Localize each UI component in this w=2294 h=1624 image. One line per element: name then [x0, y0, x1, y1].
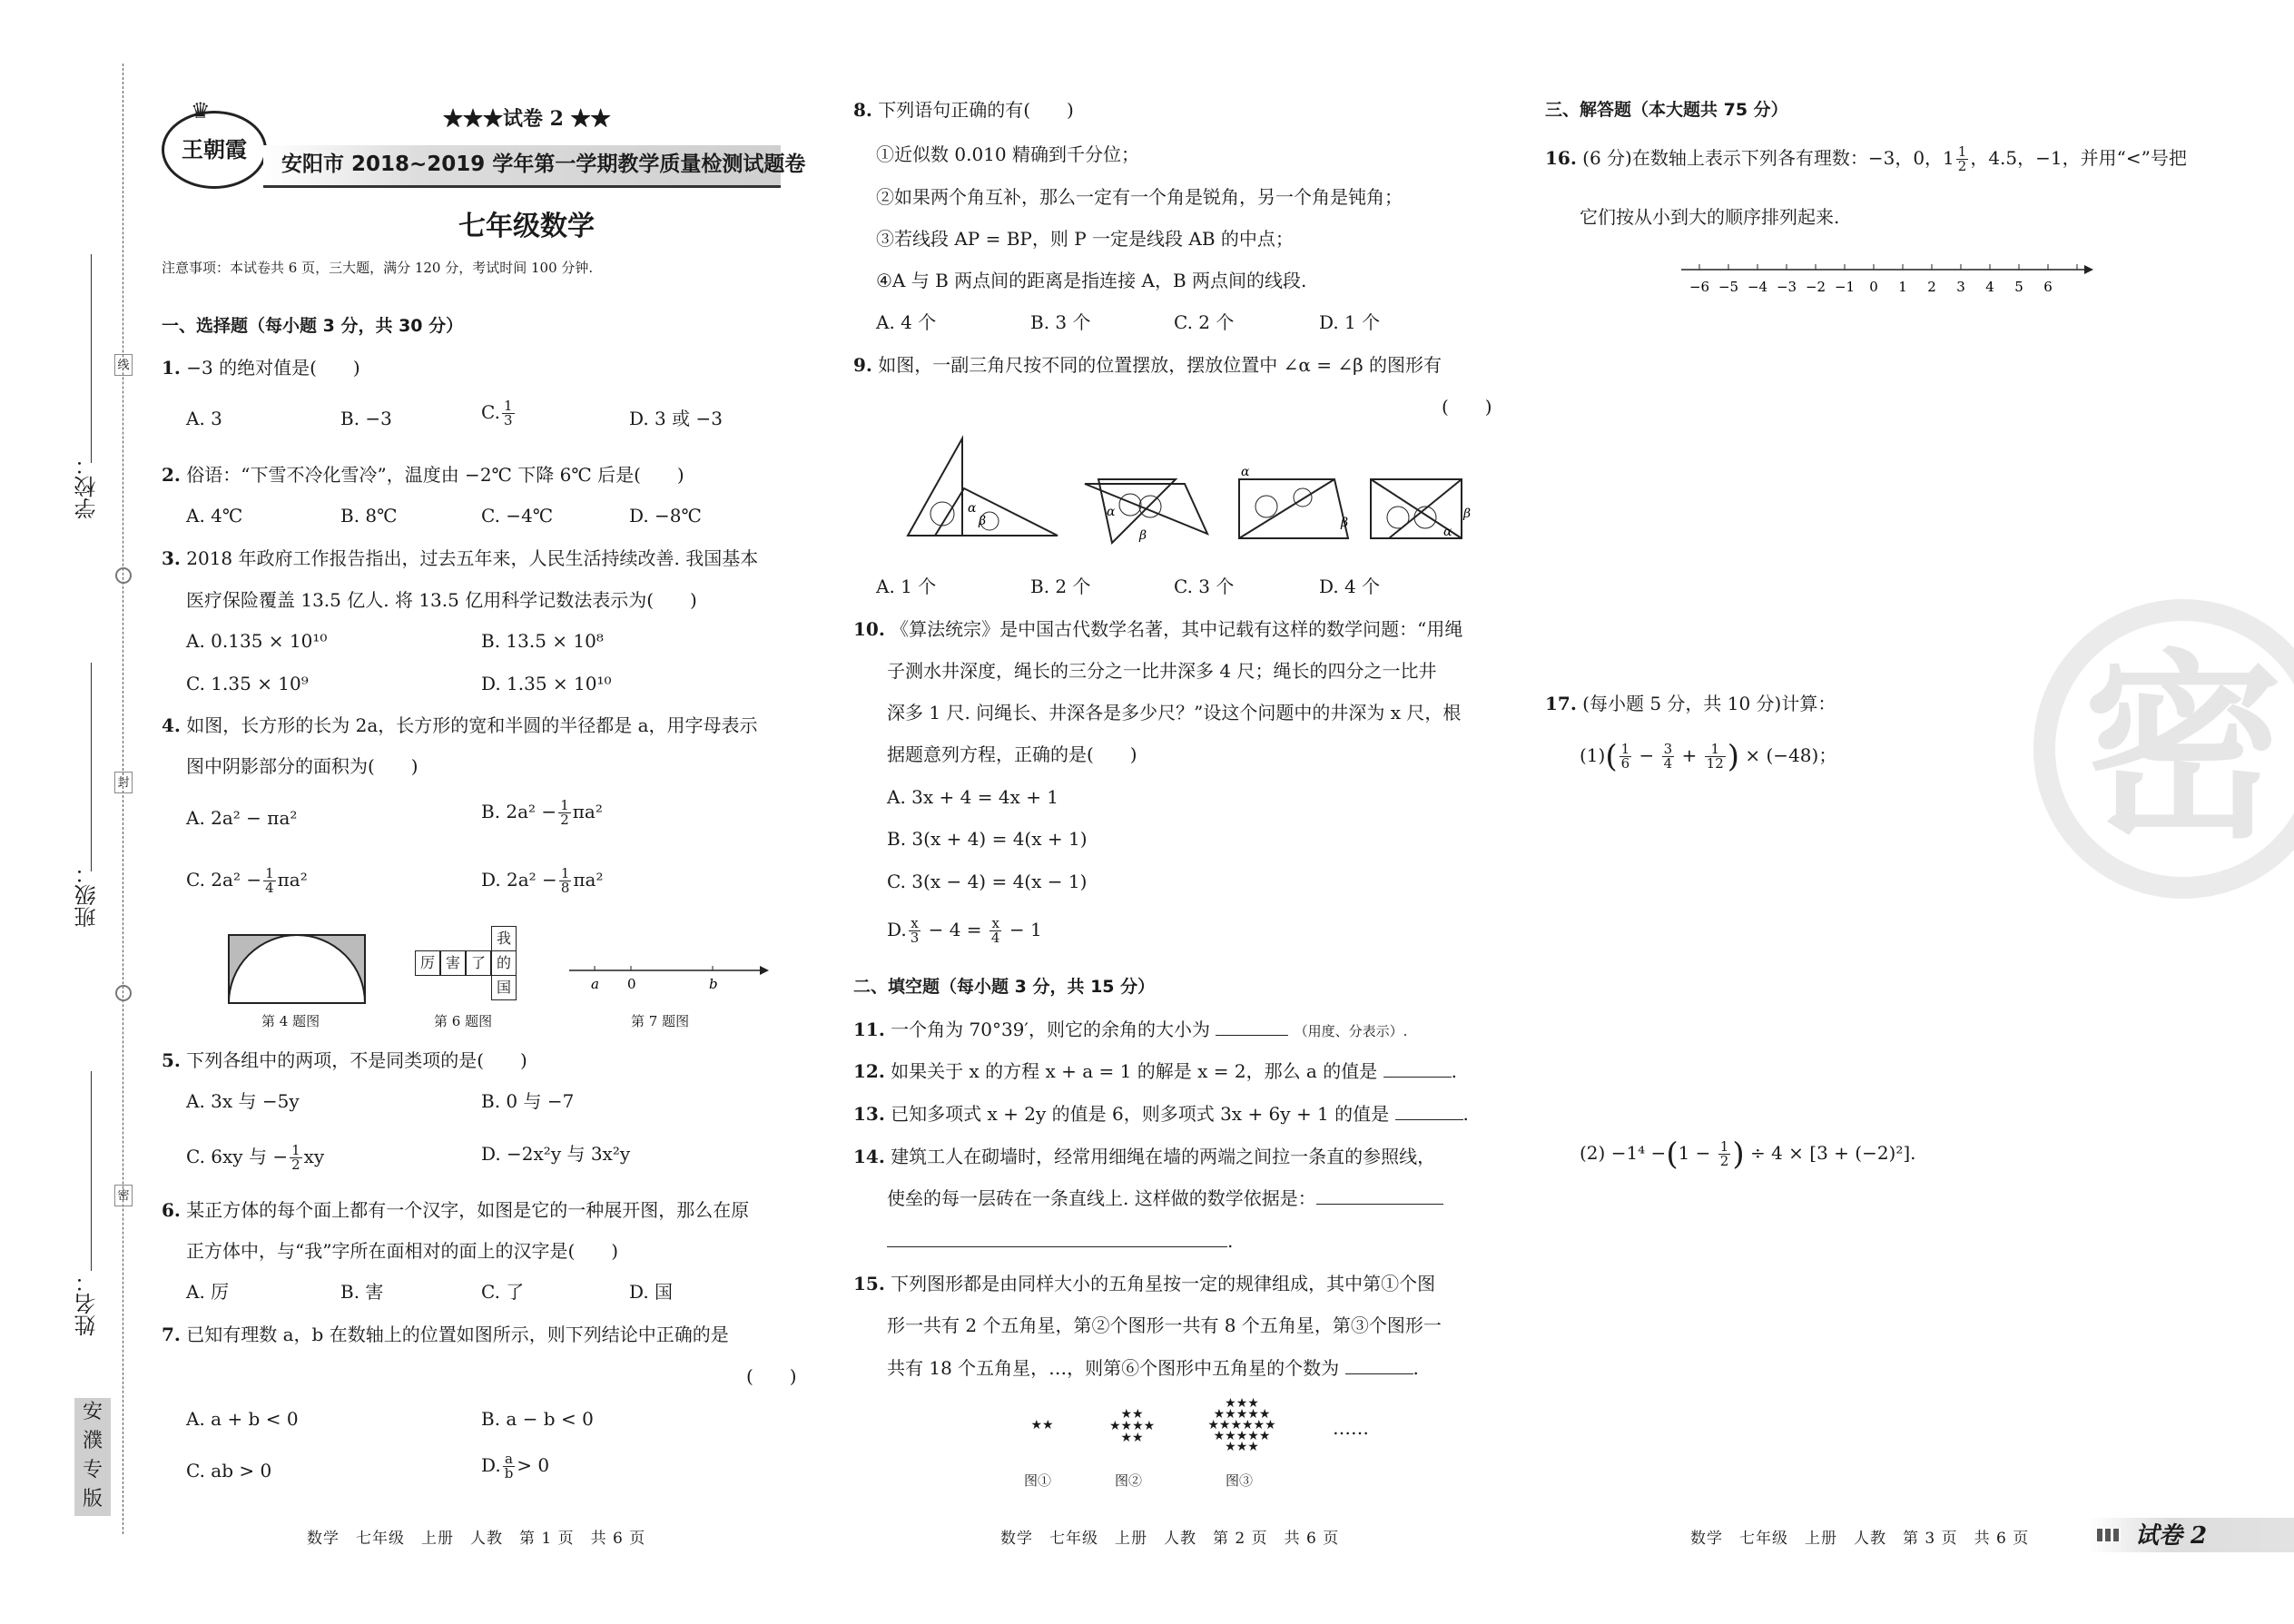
q10-text: 《算法统宗》是中国古代数学名著，其中记载有这样的数学问题：“用绳	[891, 618, 1463, 640]
q1-option-c	[481, 399, 517, 428]
footer-page-2: 数学 七年级 上册 人教 第 2 页 共 6 页	[1000, 1530, 1340, 1548]
q17-p1-f2n: 3	[1663, 741, 1673, 757]
q14-number: 14.	[853, 1146, 885, 1167]
q10-option-d	[887, 917, 1042, 945]
q7-option-c: C. ab > 0	[186, 1460, 272, 1481]
q14-stem-1	[853, 1145, 1435, 1168]
q10-d-den2: 4	[990, 930, 1000, 946]
edition-char: 专	[82, 1459, 103, 1481]
exam-title: 安阳市 2018~2019 学年第一学期教学质量检测试题卷	[281, 153, 806, 176]
q2-option-d: D. −8℃	[629, 505, 702, 527]
q4-b-fraction	[558, 799, 571, 827]
q13-stem: 13. 已知多项式 x + 2y 的值是 6，则多项式 3x + 6y + 1 的值是 .	[853, 1103, 1469, 1125]
cube-face: 了	[466, 950, 491, 976]
q16-text-b: ，4.5，−1，并用“<”号把	[1970, 147, 2187, 169]
q2-stem	[162, 463, 684, 487]
q15-ellipsis: ……	[1333, 1417, 1369, 1439]
q9-beta-4: β	[1463, 507, 1472, 521]
q10-d-label: D.	[887, 919, 907, 940]
q15-blank[interactable]	[1345, 1373, 1413, 1374]
q9-figure-1	[908, 438, 1058, 536]
q9-option-d: D. 4 个	[1319, 576, 1381, 597]
q17-p2-fd: 2	[1719, 1153, 1729, 1169]
q4-d-den: 8	[560, 880, 570, 896]
q7-paren: ( )	[746, 1365, 797, 1387]
q3-text: 2018 年政府工作报告指出，过去五年来，人民生活持续改善. 我国基本	[186, 547, 759, 569]
q17-part-2: (2) −1⁴ −(1 − $\frac{1}{2}$ ) ÷ 4 × [3 + (−2)²].	[1580, 1136, 1916, 1173]
q4-b-den: 2	[560, 812, 569, 828]
q9-stem	[853, 353, 1442, 377]
q17-p1-f1d: 6	[1620, 755, 1630, 772]
q8-option-a: A. 4 个	[876, 311, 937, 333]
q16-number: 16.	[1545, 147, 1577, 169]
q8-option-d: D. 1 个	[1319, 311, 1381, 333]
q5-c-fraction	[290, 1144, 302, 1172]
q5-option-d: D. −2x²y 与 3x²y	[481, 1143, 631, 1165]
q5-option-b: B. 0 与 −7	[481, 1090, 575, 1112]
q16-tick-label: 1	[1898, 279, 1907, 295]
q14-blank-2[interactable]	[887, 1246, 1227, 1247]
q3-stem-1	[162, 546, 758, 570]
brand-logo	[162, 111, 267, 189]
q17-p1-f3n: 1	[1705, 743, 1726, 757]
q1-c-num: 1	[503, 398, 513, 414]
q15-stars-row: ★★★★	[1109, 1419, 1156, 1433]
q8-text: 下列语句正确的有( )	[878, 99, 1074, 121]
binding-hole-1	[115, 567, 132, 584]
q4-option-d	[481, 867, 603, 895]
q1-text: −3 的绝对值是( )	[186, 357, 360, 379]
subject-title: 七年级数学	[458, 211, 595, 242]
q14-period: .	[1227, 1230, 1234, 1252]
q16-text: (6 分)在数轴上表示下列各有理数：−3，0，1	[1582, 147, 1954, 169]
q6-stem-1	[162, 1198, 749, 1222]
q17-p1-frac2	[1662, 743, 1675, 771]
q17-p1-label: (1)	[1580, 744, 1606, 766]
q17-p1-op1: −	[1639, 744, 1655, 766]
q12-stem: 12. 如果关于 x 的方程 x + a = 1 的解是 x = 2，那么 a 的值是 .	[853, 1060, 1457, 1082]
q4-c-fraction	[263, 867, 276, 895]
section1-title: 一、选择题（每小题 3 分，共 30 分）	[162, 316, 464, 336]
edition-badge	[74, 1398, 111, 1516]
q4-stem-2: 图中阴影部分的面积为( )	[186, 755, 418, 777]
q16-mixed-fraction	[1956, 145, 1969, 173]
q16-tick-label: 6	[2043, 279, 2053, 295]
q8-stem	[853, 98, 1074, 122]
q6-number: 6.	[162, 1199, 181, 1221]
q7-d-fraction	[503, 1452, 516, 1481]
q7-option-d	[481, 1452, 549, 1481]
q10-d-num2: x	[989, 917, 1002, 931]
q17-stem	[1545, 692, 1836, 715]
q7-stem	[162, 1323, 729, 1346]
q16-tick-label: 3	[1956, 279, 1965, 295]
q9-alpha-4: α	[1443, 525, 1452, 539]
binding-mark-line: 线	[114, 354, 133, 376]
q17-p2-frac	[1718, 1140, 1731, 1168]
q8-statement-2: ②如果两个角互补，那么一定有一个角是锐角，另一个角是钝角；	[876, 186, 1403, 208]
q7-d-tail: > 0	[517, 1454, 550, 1476]
q8-option-c: C. 2 个	[1174, 311, 1235, 333]
q17-p1-op2: +	[1681, 744, 1698, 766]
q11-number: 11.	[853, 1019, 885, 1040]
q16-tick-label: 4	[1985, 279, 1994, 295]
q4-b-label: B. 2a² −	[481, 801, 557, 822]
q7-option-a: A. a + b < 0	[186, 1408, 299, 1430]
figure-q9-set-squares	[899, 434, 1480, 547]
q17-p2-tail: ÷ 4 × [3 + (−2)²].	[1749, 1142, 1916, 1164]
q17-p1-f3d: 12	[1706, 755, 1724, 772]
q10-d-tail: − 1	[1009, 919, 1042, 940]
q15-number: 15.	[853, 1273, 885, 1294]
q11-text: 一个角为 70°39′，则它的余角的大小为	[891, 1019, 1210, 1040]
q7-text: 已知有理数 a，b 在数轴上的位置如图所示，则下列结论中正确的是	[186, 1324, 729, 1345]
q10-d-frac2	[989, 917, 1002, 945]
q1-c-den: 3	[503, 412, 513, 428]
q17-p1-tail: × (−48)；	[1745, 744, 1837, 766]
q17-p1-f1n: 1	[1620, 741, 1630, 757]
q16-stem-2: 它们按从小到大的顺序排列起来.	[1580, 206, 1840, 228]
q3-option-d: D. 1.35 × 10¹⁰	[481, 673, 612, 694]
q17-p2-fn: 1	[1719, 1138, 1729, 1155]
edition-char: 版	[82, 1488, 103, 1511]
section2-title: 二、填空题（每小题 3 分，共 15 分）	[853, 977, 1156, 997]
q6-stem-2: 正方体中，与“我”字所在面相对的面上的汉字是( )	[186, 1240, 619, 1262]
q4-d-fraction	[559, 867, 572, 895]
edition-char: 濮	[82, 1430, 103, 1452]
q11-stem	[853, 1018, 1407, 1043]
q6-text: 某正方体的每个面上都有一个汉字，如图是它的一种展开图，那么在原	[186, 1199, 750, 1221]
q9-beta-1: β	[979, 514, 987, 528]
binding-mark-seal: 封	[114, 772, 133, 793]
q4-c-label: C. 2a² −	[186, 869, 262, 891]
q8-statement-4: ④A 与 B 两点间的距离是指连接 A，B 两点间的线段.	[876, 270, 1307, 291]
binding-mark-mi: 密	[114, 1185, 133, 1206]
q15-stem-1	[853, 1272, 1435, 1295]
q15-text-3: 共有 18 个五角星，…，则第⑥个图形中五角星的个数为	[887, 1357, 1340, 1379]
q10-d-mid: − 4 =	[928, 919, 982, 940]
q3-stem-2: 医疗保险覆盖 13.5 亿人. 将 13.5 亿用科学记数法表示为( )	[186, 589, 697, 611]
q4-d-tail: πa²	[573, 869, 604, 891]
q7-d-den: b	[504, 1465, 514, 1481]
q15-stars-row: ★★★★★	[1213, 1407, 1271, 1422]
q6-option-d: D. 国	[629, 1281, 674, 1303]
figure-q7-caption: 第 7 题图	[631, 1013, 690, 1029]
q10-stem-1	[853, 617, 1462, 641]
q16-tick-label: −3	[1776, 279, 1797, 295]
q16-tick-label: −5	[1718, 279, 1739, 295]
q9-option-c: C. 3 个	[1174, 576, 1235, 597]
q15-caption-1: 图①	[1024, 1472, 1052, 1489]
q9-option-a: A. 1 个	[876, 576, 937, 597]
q7-option-b: B. a − b < 0	[481, 1408, 594, 1430]
q9-alpha-2: α	[1107, 505, 1116, 519]
q15-text: 下列图形都是由同样大小的五角星按一定的规律组成，其中第①个图	[891, 1273, 1436, 1294]
q5-option-c	[186, 1144, 324, 1172]
q3-option-a: A. 0.135 × 10¹⁰	[186, 630, 328, 652]
q13-text: 已知多项式 x + 2y 的值是 6，则多项式 3x + 6y + 1 的值是	[891, 1103, 1390, 1125]
q10-option-b: B. 3(x + 4) = 4(x + 1)	[887, 828, 1088, 850]
q7-d-num: a	[503, 1452, 516, 1467]
name-line	[91, 1071, 92, 1271]
q6-option-c: C. 了	[481, 1281, 525, 1303]
q16-number-line	[1679, 259, 2097, 304]
q4-stem-1	[162, 714, 758, 737]
q2-number: 2.	[162, 464, 181, 486]
q16-tick-label: 2	[1927, 279, 1936, 295]
section3-title: 三、解答题（本大题共 75 分）	[1545, 100, 1788, 120]
q9-paren: ( )	[1442, 396, 1492, 418]
q8-statement-1: ①近似数 0.010 精确到千分位；	[876, 143, 1139, 165]
q14-text-2: 使垒的每一层砖在一条直线上. 这样做的数学依据是：	[887, 1187, 1316, 1209]
q9-text: 如图，一副三角尺按不同的位置摆放，摆放位置中 ∠α = ∠β 的图形有	[878, 354, 1442, 376]
footer-page-1: 数学 七年级 上册 人教 第 1 页 共 6 页	[307, 1530, 646, 1548]
q10-number: 10.	[853, 618, 885, 640]
cube-face: 我	[491, 926, 517, 951]
q17-text: (每小题 5 分，共 10 分)计算：	[1582, 693, 1836, 714]
q7-axis-b: b	[709, 976, 718, 992]
q5-stem	[162, 1048, 527, 1072]
school-line	[91, 254, 92, 463]
q15-stem-2: 形一共有 2 个五角星，第②个图形一共有 8 个五角星，第③个图形一	[887, 1314, 1442, 1336]
q3-number: 3.	[162, 547, 181, 569]
q8-option-b: B. 3 个	[1030, 311, 1091, 333]
q15-stars-row: ★★	[1120, 1431, 1144, 1445]
q14-text: 建筑工人在砌墙时，经常用细绳在墙的两端之间拉一条直的参照线，	[891, 1146, 1436, 1167]
brand-text: 王朝霞	[182, 136, 247, 162]
q15-stars-row: ★★★★★	[1213, 1429, 1271, 1443]
q9-alpha-3: α	[1241, 465, 1250, 479]
footer-tag-squares	[2097, 1529, 2121, 1541]
cube-face: 的	[491, 950, 517, 976]
school-label: 学校：	[74, 454, 100, 519]
q16-ticks	[1689, 264, 2077, 295]
class-line	[91, 663, 92, 871]
q2-option-b: B. 8℃	[340, 505, 398, 527]
q8-statement-3: ③若线段 AP = BP，则 P 一定是线段 AB 的中点；	[876, 228, 1294, 250]
q4-number: 4.	[162, 714, 181, 736]
q9-figure-2	[1085, 479, 1207, 543]
q16-num: 1	[1957, 143, 1967, 160]
cube-face: 害	[440, 950, 466, 976]
q10-d-num1: x	[909, 917, 921, 931]
q17-part-1: (1)( $\frac{1}{6}$ − $\frac{3}{4}$ + $\frac{1}{12}$ ) × (−48)；	[1580, 738, 1837, 775]
q4-c-num: 1	[265, 865, 274, 881]
q10-stem-2: 子测水井深度，绳长的三分之一比井深多 4 尺；绳长的四分之一比井	[887, 660, 1437, 682]
paper-tag: ★★★试卷 2 ★★	[443, 107, 611, 131]
q4-option-c	[186, 867, 308, 895]
q10-stem-3: 深多 1 尺. 问绳长、井深各是多少尺？”设这个问题中的井深为 x 尺，根	[887, 702, 1462, 723]
q10-option-c: C. 3(x − 4) = 4(x − 1)	[887, 871, 1088, 892]
edition-char: 安	[82, 1401, 103, 1423]
q5-option-a: A. 3x 与 −5y	[186, 1090, 300, 1112]
q17-p1-frac3	[1705, 743, 1726, 771]
q5-c-den: 2	[291, 1156, 300, 1173]
q16-den: 2	[1957, 158, 1967, 174]
cube-face: 国	[491, 975, 517, 1000]
q4-text: 如图，长方形的长为 2a，长方形的宽和半圆的半径都是 a，用字母表示	[186, 714, 758, 736]
q9-number: 9.	[853, 354, 872, 376]
q11-tail: （用度、分表示）.	[1294, 1023, 1408, 1039]
q10-d-frac1	[909, 917, 921, 945]
q16-tick-label: −2	[1805, 279, 1826, 295]
cube-face: 厉	[415, 950, 440, 976]
q5-text: 下列各组中的两项，不是同类项的是( )	[186, 1049, 527, 1071]
q15-stars-row: ★★★	[1225, 1440, 1259, 1454]
q4-option-a: A. 2a² − πa²	[186, 807, 298, 829]
q4-b-tail: πa²	[572, 801, 603, 822]
q1-option-d: D. 3 或 −3	[629, 408, 723, 429]
q15-caption-2: 图②	[1115, 1472, 1143, 1489]
q15-stars-row: ★★	[1120, 1407, 1144, 1422]
footer-paper-tag: 试卷 2	[2135, 1522, 2208, 1550]
q15-figure-2	[1109, 1409, 1155, 1444]
q4-option-b	[481, 799, 603, 827]
q17-p1-frac1	[1620, 743, 1632, 771]
q10-stem-4: 据题意列方程，正确的是( )	[887, 743, 1137, 765]
binding-hole-2	[115, 985, 132, 1001]
figure-q4	[227, 933, 372, 1015]
q7-axis-a: a	[591, 976, 599, 992]
q7-number: 7.	[162, 1324, 181, 1345]
figure-q4-caption: 第 4 题图	[261, 1013, 320, 1029]
q7-axis-0: 0	[627, 976, 636, 992]
q17-p2-label: (2) −1⁴ −	[1580, 1142, 1667, 1164]
q12-blank[interactable]	[1383, 1077, 1452, 1078]
q6-option-b: B. 害	[340, 1281, 384, 1303]
q12-number: 12.	[853, 1060, 885, 1082]
q11-blank[interactable]	[1216, 1035, 1288, 1036]
q1-c-label: C.	[481, 401, 500, 423]
q9-beta-3: β	[1341, 516, 1349, 530]
q15-figure-1: ★★	[1030, 1418, 1054, 1432]
q10-option-a: A. 3x + 4 = 4x + 1	[887, 786, 1059, 808]
q5-c-tail: xy	[303, 1146, 325, 1167]
name-label: 姓名：	[74, 1271, 100, 1336]
crown-icon: ♛	[191, 98, 211, 123]
q6-option-a: A. 厉	[186, 1281, 230, 1303]
q17-p1-f2d: 4	[1663, 755, 1673, 772]
q13-blank[interactable]	[1395, 1119, 1463, 1120]
q9-figure-4	[1371, 479, 1471, 539]
q1-option-b: B. −3	[340, 408, 392, 429]
q1-stem	[162, 356, 360, 379]
q15-caption-3: 图③	[1226, 1472, 1254, 1489]
q5-c-num: 1	[291, 1142, 300, 1158]
q16-tick-label: −6	[1689, 279, 1710, 295]
class-label: 班级：	[74, 862, 100, 928]
notice: 注意事项：本试卷共 6 页，三大题，满分 120 分，考试时间 100 分钟.	[162, 260, 594, 276]
q2-text: 俗语：“下雪不冷化雪冷”，温度由 −2℃ 下降 6℃ 后是( )	[186, 464, 684, 486]
q16-tick-label: −1	[1834, 279, 1856, 295]
footer-page-3: 数学 七年级 上册 人教 第 3 页 共 6 页	[1690, 1530, 2030, 1548]
q4-c-den: 4	[265, 880, 274, 896]
q5-c-label: C. 6xy 与 −	[186, 1146, 289, 1167]
q17-p2-a: 1 −	[1678, 1142, 1711, 1164]
q16-stem-1	[1545, 145, 2187, 173]
q16-tick-label: 5	[2014, 279, 2023, 295]
q1-option-a: A. 3	[186, 408, 222, 429]
q13-number: 13.	[853, 1103, 885, 1125]
q12-text: 如果关于 x 的方程 x + a = 1 的解是 x = 2，那么 a 的值是	[891, 1060, 1378, 1082]
q16-tick-label: 0	[1869, 279, 1878, 295]
q17-number: 17.	[1545, 693, 1577, 714]
q14-stem-2	[887, 1186, 1443, 1210]
q4-c-tail: πa²	[277, 869, 308, 891]
q9-option-b: B. 2 个	[1030, 576, 1091, 597]
q4-d-num: 1	[560, 865, 570, 881]
q9-figure-3	[1239, 465, 1348, 538]
q5-number: 5.	[162, 1049, 181, 1071]
q4-b-num: 1	[560, 797, 569, 813]
q16-tick-label: −4	[1747, 279, 1768, 295]
q10-d-den1: 3	[910, 930, 920, 946]
q4-d-label: D. 2a² −	[481, 869, 557, 891]
q2-option-c: C. −4℃	[481, 505, 554, 527]
q15-stem-3: 共有 18 个五角星，…，则第⑥个图形中五角星的个数为 .	[887, 1357, 1419, 1379]
q1-c-fraction	[502, 399, 515, 428]
mi-watermark: 密	[2033, 599, 2294, 899]
figure-q7-number-line	[567, 958, 772, 994]
q1-number: 1.	[162, 357, 181, 379]
q15-stars-row: ★★★★★★	[1207, 1418, 1276, 1432]
binding-strip	[109, 73, 136, 1525]
q8-number: 8.	[853, 99, 872, 121]
q7-d-label: D.	[481, 1454, 501, 1476]
q2-option-a: A. 4℃	[186, 505, 243, 527]
q3-option-b: B. 13.5 × 10⁸	[481, 630, 604, 652]
q15-stars-row: ★★★	[1225, 1396, 1259, 1411]
figure-q6-caption: 第 6 题图	[434, 1013, 493, 1029]
q9-alpha-1: α	[968, 501, 977, 516]
q14-blank-1[interactable]	[1316, 1204, 1443, 1205]
q9-beta-2: β	[1139, 528, 1147, 543]
q15-figure-3	[1206, 1398, 1278, 1452]
q3-option-c: C. 1.35 × 10⁹	[186, 673, 309, 694]
